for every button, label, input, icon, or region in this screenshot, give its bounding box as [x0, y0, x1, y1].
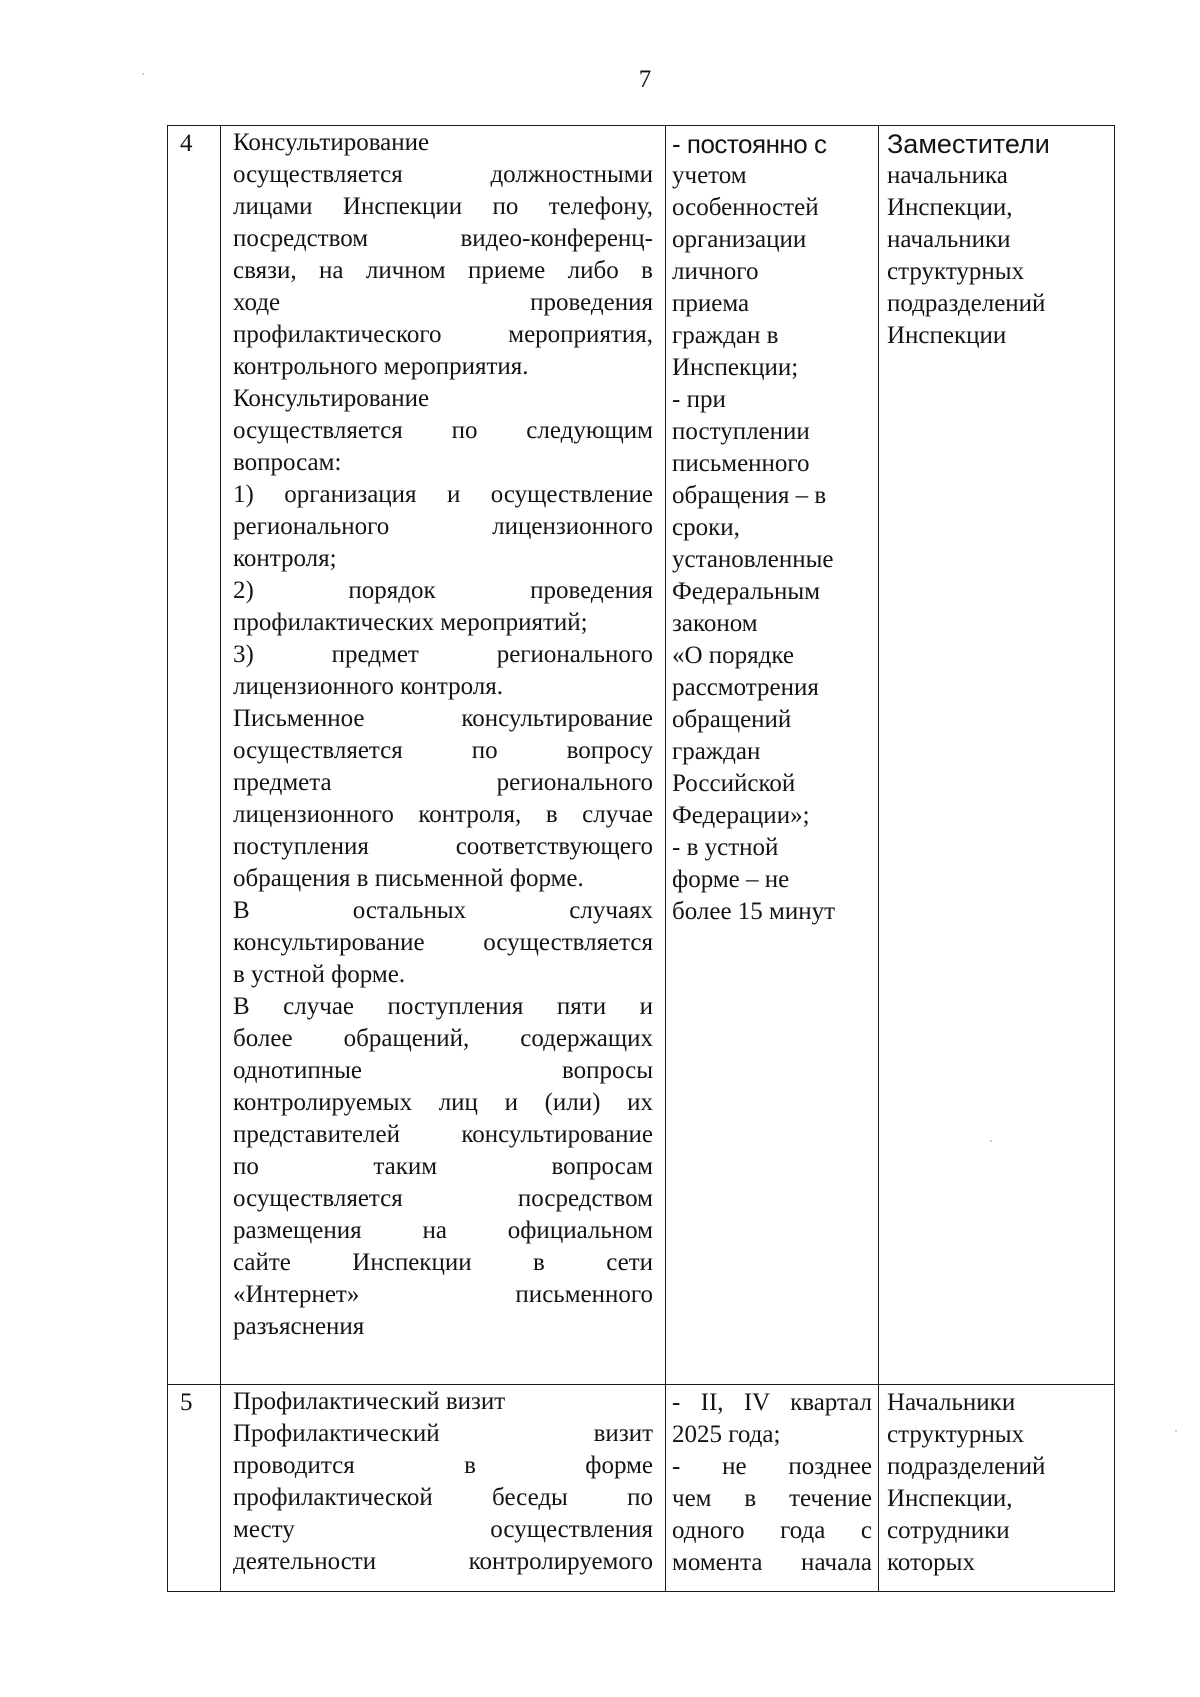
measure-term-line: - II, IV квартал	[672, 1389, 872, 1416]
measure-description-line: более обращений, содержащих	[233, 1025, 653, 1052]
measure-term-line: установленные	[672, 546, 834, 573]
measure-term-line: особенностей	[672, 194, 819, 221]
measure-description-line: Письменное консультирование	[233, 705, 653, 732]
measure-term-line: более 15 минут	[672, 898, 836, 925]
measure-description-line: в устной форме.	[233, 961, 406, 988]
responsible-officials-cell	[879, 1385, 1115, 1592]
measure-description-line: посредством видео-конференц-	[233, 225, 653, 252]
measure-term-line: «О порядке	[672, 642, 795, 669]
measure-description-line: осуществляется посредством	[233, 1185, 653, 1212]
measure-description-line: профилактических мероприятий;	[233, 609, 588, 636]
measure-description-line: контролируемых лиц и (или) их	[233, 1089, 653, 1116]
measure-term-line: рассмотрения	[672, 674, 819, 701]
measure-description-line: разъяснения	[233, 1313, 365, 1340]
measure-description-line: 3) предмет регионального	[233, 641, 653, 668]
measure-term-line: сроки,	[672, 514, 740, 541]
table-row	[168, 126, 1115, 1385]
measure-description-line: обращения в письменной форме.	[233, 865, 584, 892]
measure-description-line: деятельности контролируемого	[233, 1548, 653, 1575]
responsible-officials-line: начальника	[887, 162, 1008, 189]
measure-description-line: осуществляется должностными	[233, 161, 653, 188]
measure-description-line: Профилактический визит	[233, 1388, 506, 1415]
measure-description-line: 1) организация и осуществление	[233, 481, 653, 508]
measure-term-line: - в устной	[672, 834, 779, 861]
measure-term-line: Федерации»;	[672, 802, 810, 829]
measure-description-line: месту осуществления	[233, 1516, 653, 1543]
measure-term-line: одного года с	[672, 1517, 872, 1544]
responsible-officials-line: Инспекции	[887, 322, 1007, 349]
measure-description-cell	[221, 1385, 666, 1592]
measure-description-line: лицензионного контроля, в случае	[233, 801, 653, 828]
measure-description-line: сайте Инспекции в сети	[233, 1249, 653, 1276]
measure-description-line: по таким вопросам	[233, 1153, 653, 1180]
responsible-officials-line: Инспекции,	[887, 194, 1013, 221]
row-number: 5	[168, 1385, 221, 1592]
measure-term-line: личного	[672, 258, 759, 285]
measure-description-line: профилактического мероприятия,	[233, 321, 653, 348]
measure-description-cell	[221, 126, 666, 1385]
measure-term-cell	[666, 126, 879, 1385]
measure-term-line: поступлении	[672, 418, 810, 445]
measure-term-line: момента начала	[672, 1549, 872, 1576]
measure-term-line: обращения – в	[672, 482, 827, 509]
responsible-officials-line: подразделений	[887, 290, 1046, 317]
scan-speck	[1175, 1430, 1177, 1432]
measure-description-line: профилактической беседы по	[233, 1484, 653, 1511]
measure-description-line: лицами Инспекции по телефону,	[233, 193, 653, 220]
measure-term-line: Федеральным	[672, 578, 821, 605]
page-number: 7	[638, 66, 652, 93]
measure-term-line: приема	[672, 290, 750, 317]
measure-term-line: чем в течение	[672, 1485, 872, 1512]
measure-term-line: Инспекции;	[672, 354, 799, 381]
responsible-officials-line: Инспекции,	[887, 1485, 1013, 1512]
row-number: 4	[168, 126, 221, 1385]
measure-term-line: Российской	[672, 770, 796, 797]
scan-speck	[990, 1140, 992, 1142]
measure-description-line: представителей консультирование	[233, 1121, 653, 1148]
responsible-officials-line: начальники	[887, 226, 1011, 253]
measure-term-line: форме – не	[672, 866, 790, 893]
scan-speck	[142, 73, 144, 75]
measure-description-line: лицензионного контроля.	[233, 673, 503, 700]
responsible-officials-line: структурных	[887, 1421, 1025, 1448]
responsible-officials-line: Заместители	[887, 129, 1050, 159]
measure-description-line: Консультирование	[233, 129, 430, 156]
measure-description-line: контрольного мероприятия.	[233, 353, 529, 380]
measure-term-line: граждан в	[672, 322, 779, 349]
measure-term-line: - при	[672, 386, 726, 413]
measure-term-line: - не позднее	[672, 1453, 872, 1480]
responsible-officials-line: структурных	[887, 258, 1025, 285]
measure-description-line: 2) порядок проведения	[233, 577, 653, 604]
responsible-officials-line: подразделений	[887, 1453, 1046, 1480]
measure-term-line: - постоянно с	[672, 129, 827, 159]
measure-term-cell	[666, 1385, 879, 1592]
responsible-officials-line: которых	[887, 1549, 975, 1576]
measure-description-line: связи, на личном приеме либо в	[233, 257, 653, 284]
measure-term-line: организации	[672, 226, 807, 253]
measure-term-line: 2025 года;	[672, 1421, 781, 1448]
measure-description-line: предмета регионального	[233, 769, 653, 796]
measure-description-line: однотипные вопросы	[233, 1057, 653, 1084]
measure-term-line: обращений	[672, 706, 792, 733]
responsible-officials-line: сотрудники	[887, 1517, 1010, 1544]
measure-description-line: ходе проведения	[233, 289, 653, 316]
responsible-officials-line: Начальники	[887, 1389, 1016, 1416]
measure-term-line: законом	[672, 610, 758, 637]
measure-term-line: письменного	[672, 450, 810, 477]
measure-description-line: осуществляется по вопросу	[233, 737, 653, 764]
measure-description-line: вопросам:	[233, 449, 342, 476]
table-row	[168, 1385, 1115, 1592]
measure-description-line: регионального лицензионного	[233, 513, 653, 540]
measure-description-line: Консультирование	[233, 385, 430, 412]
measure-description-line: осуществляется по следующим	[233, 417, 653, 444]
measure-description-line: контроля;	[233, 545, 337, 572]
responsible-officials-cell	[879, 126, 1115, 1385]
measure-description-line: В случае поступления пяти и	[233, 993, 653, 1020]
measure-term-line: граждан	[672, 738, 761, 765]
measure-description-line: «Интернет» письменного	[233, 1281, 653, 1308]
measure-description-line: проводится в форме	[233, 1452, 653, 1479]
measure-description-line: Профилактический визит	[233, 1420, 653, 1447]
measure-term-line: учетом	[672, 162, 747, 189]
measure-description-line: В остальных случаях	[233, 897, 653, 924]
measures-table	[167, 125, 1115, 1592]
measure-description-line: поступления соответствующего	[233, 833, 653, 860]
measure-description-line: консультирование осуществляется	[233, 929, 653, 956]
measure-description-line: размещения на официальном	[233, 1217, 653, 1244]
